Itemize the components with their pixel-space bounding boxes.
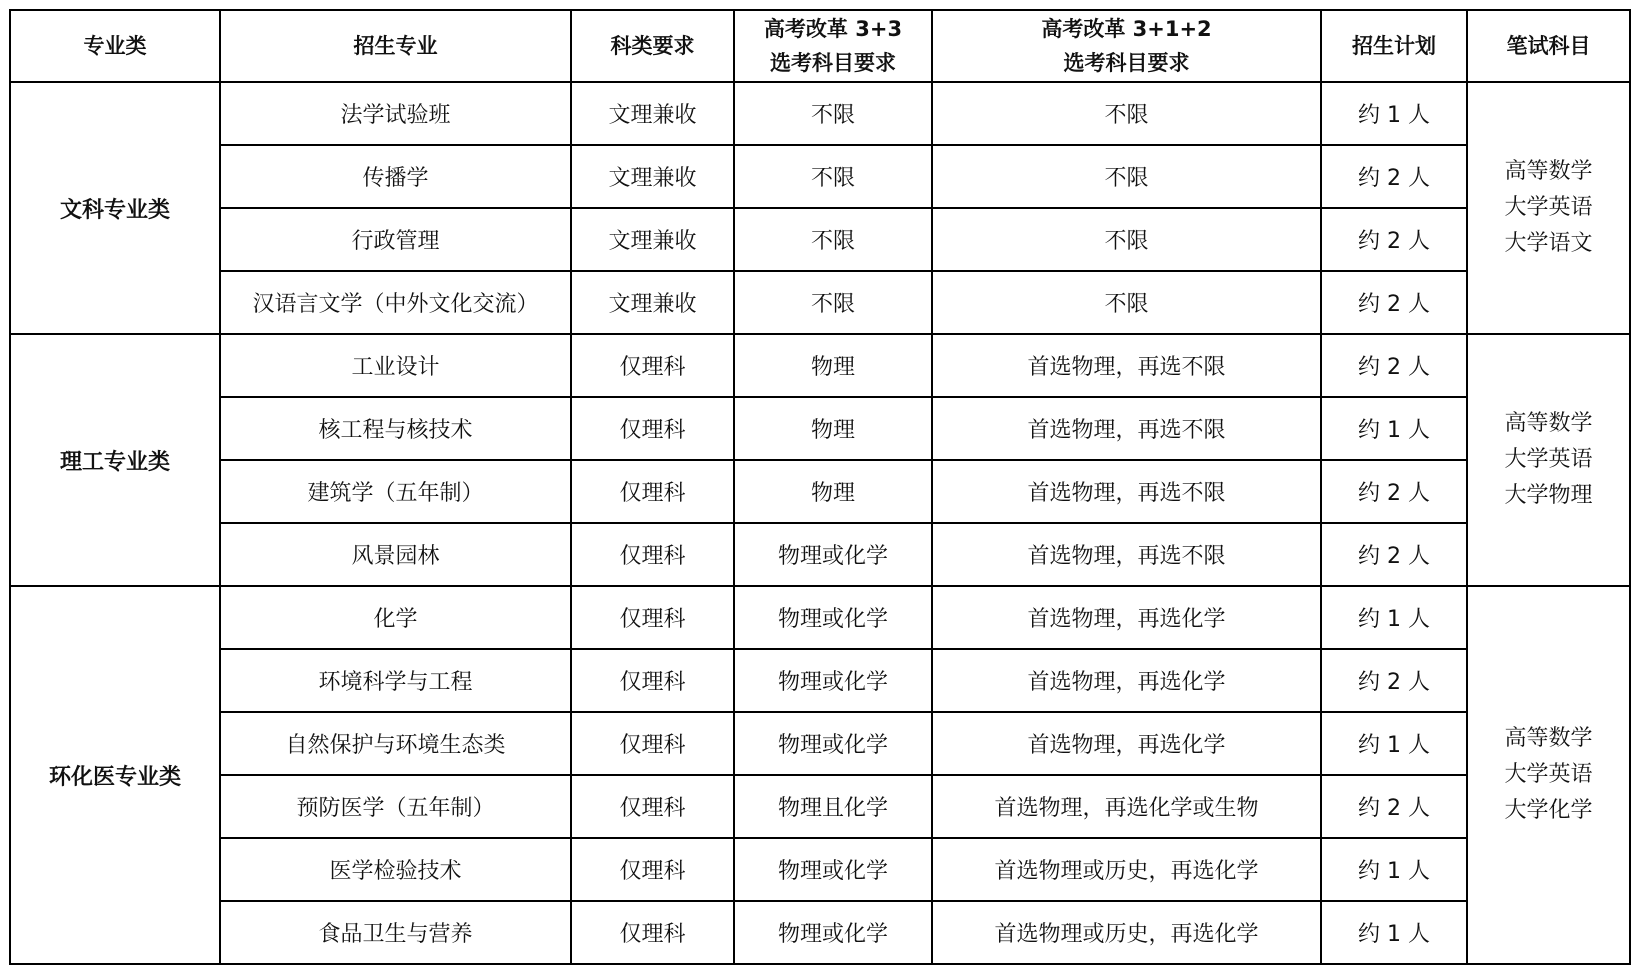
reform-3-1-2-cell: 首选物理，再选化学 <box>932 586 1321 649</box>
plan-cell: 约 1 人 <box>1321 901 1467 964</box>
table-row <box>10 838 1630 901</box>
exam-subject: 大学英语 <box>1504 447 1593 472</box>
exam-subject: 大学英语 <box>1504 195 1593 220</box>
plan-cell: 约 1 人 <box>1321 397 1467 460</box>
table-row <box>10 523 1630 586</box>
admissions-table-container <box>9 9 1629 965</box>
reform-3-1-2-cell: 首选物理或历史，再选化学 <box>932 901 1321 964</box>
major-cell: 自然保护与环境生态类 <box>220 712 571 775</box>
subject-requirement-cell: 仅理科 <box>571 334 734 397</box>
exam-subject: 大学物理 <box>1504 483 1593 508</box>
plan-cell: 约 1 人 <box>1321 82 1467 145</box>
header-exam-subjects: 笔试科目 <box>1467 10 1630 82</box>
subject-requirement-cell: 文理兼收 <box>571 208 734 271</box>
exam-subject: 高等数学 <box>1504 159 1593 184</box>
subject-requirement-cell: 文理兼收 <box>571 271 734 334</box>
major-cell: 医学检验技术 <box>220 838 571 901</box>
plan-cell: 约 1 人 <box>1321 712 1467 775</box>
reform-3-3-cell: 不限 <box>734 271 932 334</box>
reform-3-1-2-cell: 首选物理，再选化学 <box>932 712 1321 775</box>
exam-subject: 高等数学 <box>1504 411 1593 436</box>
category-cell: 环化医专业类 <box>10 586 220 964</box>
category-cell: 文科专业类 <box>10 82 220 334</box>
subject-requirement-cell: 仅理科 <box>571 397 734 460</box>
reform-3-3-cell: 物理且化学 <box>734 775 932 838</box>
subject-requirement-cell: 仅理科 <box>571 712 734 775</box>
subject-requirement-cell: 仅理科 <box>571 523 734 586</box>
reform-3-1-2-cell: 首选物理或历史，再选化学 <box>932 838 1321 901</box>
header-reform-3-3-line1: 高考改革 3+3 <box>763 17 903 41</box>
table-row <box>10 712 1630 775</box>
major-cell: 预防医学（五年制） <box>220 775 571 838</box>
header-reform-3-3 <box>734 10 932 82</box>
reform-3-1-2-cell: 不限 <box>932 271 1321 334</box>
table-row <box>10 460 1630 523</box>
reform-3-3-cell: 物理 <box>734 460 932 523</box>
major-cell: 法学试验班 <box>220 82 571 145</box>
header-reform-3-3-line2: 选考科目要求 <box>770 51 896 75</box>
major-cell: 核工程与核技术 <box>220 397 571 460</box>
table-row <box>10 334 1630 397</box>
header-reform-3-1-2 <box>932 10 1321 82</box>
header-reform-3-1-2-line1: 高考改革 3+1+2 <box>1041 17 1212 41</box>
reform-3-1-2-cell: 首选物理，再选不限 <box>932 397 1321 460</box>
reform-3-3-cell: 物理或化学 <box>734 838 932 901</box>
major-cell: 汉语言文学（中外文化交流） <box>220 271 571 334</box>
table-row <box>10 82 1630 145</box>
reform-3-3-cell: 物理或化学 <box>734 712 932 775</box>
category-cell: 理工专业类 <box>10 334 220 586</box>
table-row <box>10 208 1630 271</box>
plan-cell: 约 2 人 <box>1321 649 1467 712</box>
plan-cell: 约 2 人 <box>1321 334 1467 397</box>
table-row <box>10 145 1630 208</box>
exam-subject: 大学英语 <box>1504 762 1593 787</box>
header-subject-requirement: 科类要求 <box>571 10 734 82</box>
exam-subject: 大学化学 <box>1504 798 1593 823</box>
exam-subjects-cell <box>1467 82 1630 334</box>
reform-3-3-cell: 物理 <box>734 397 932 460</box>
subject-requirement-cell: 文理兼收 <box>571 82 734 145</box>
plan-cell: 约 2 人 <box>1321 145 1467 208</box>
exam-subjects-cell <box>1467 334 1630 586</box>
major-cell: 食品卫生与营养 <box>220 901 571 964</box>
major-cell: 风景园林 <box>220 523 571 586</box>
table-row <box>10 271 1630 334</box>
table-row <box>10 775 1630 838</box>
table-row <box>10 397 1630 460</box>
header-major: 招生专业 <box>220 10 571 82</box>
reform-3-1-2-cell: 首选物理，再选不限 <box>932 460 1321 523</box>
reform-3-1-2-cell: 不限 <box>932 208 1321 271</box>
admissions-table <box>9 9 1631 965</box>
reform-3-1-2-cell: 不限 <box>932 82 1321 145</box>
header-plan: 招生计划 <box>1321 10 1467 82</box>
subject-requirement-cell: 文理兼收 <box>571 145 734 208</box>
major-cell: 环境科学与工程 <box>220 649 571 712</box>
plan-cell: 约 2 人 <box>1321 271 1467 334</box>
header-row <box>10 10 1630 82</box>
major-cell: 传播学 <box>220 145 571 208</box>
major-cell: 建筑学（五年制） <box>220 460 571 523</box>
exam-subject: 大学语文 <box>1504 231 1593 256</box>
table-row <box>10 586 1630 649</box>
subject-requirement-cell: 仅理科 <box>571 775 734 838</box>
plan-cell: 约 2 人 <box>1321 775 1467 838</box>
reform-3-3-cell: 物理或化学 <box>734 586 932 649</box>
plan-cell: 约 2 人 <box>1321 523 1467 586</box>
reform-3-3-cell: 不限 <box>734 82 932 145</box>
reform-3-1-2-cell: 首选物理，再选不限 <box>932 334 1321 397</box>
subject-requirement-cell: 仅理科 <box>571 586 734 649</box>
plan-cell: 约 2 人 <box>1321 208 1467 271</box>
reform-3-3-cell: 物理 <box>734 334 932 397</box>
subject-requirement-cell: 仅理科 <box>571 460 734 523</box>
reform-3-3-cell: 物理或化学 <box>734 649 932 712</box>
plan-cell: 约 2 人 <box>1321 460 1467 523</box>
reform-3-1-2-cell: 不限 <box>932 145 1321 208</box>
reform-3-1-2-cell: 首选物理，再选化学或生物 <box>932 775 1321 838</box>
subject-requirement-cell: 仅理科 <box>571 838 734 901</box>
table-row <box>10 901 1630 964</box>
major-cell: 行政管理 <box>220 208 571 271</box>
reform-3-3-cell: 不限 <box>734 145 932 208</box>
header-reform-3-1-2-line2: 选考科目要求 <box>1063 51 1190 75</box>
reform-3-3-cell: 物理或化学 <box>734 901 932 964</box>
header-category: 专业类 <box>10 10 220 82</box>
reform-3-1-2-cell: 首选物理，再选化学 <box>932 649 1321 712</box>
major-cell: 工业设计 <box>220 334 571 397</box>
reform-3-3-cell: 不限 <box>734 208 932 271</box>
table-body <box>10 82 1630 964</box>
subject-requirement-cell: 仅理科 <box>571 649 734 712</box>
exam-subject: 高等数学 <box>1504 726 1593 751</box>
major-cell: 化学 <box>220 586 571 649</box>
table-row <box>10 649 1630 712</box>
plan-cell: 约 1 人 <box>1321 586 1467 649</box>
reform-3-1-2-cell: 首选物理，再选不限 <box>932 523 1321 586</box>
reform-3-3-cell: 物理或化学 <box>734 523 932 586</box>
subject-requirement-cell: 仅理科 <box>571 901 734 964</box>
plan-cell: 约 1 人 <box>1321 838 1467 901</box>
exam-subjects-cell <box>1467 586 1630 964</box>
